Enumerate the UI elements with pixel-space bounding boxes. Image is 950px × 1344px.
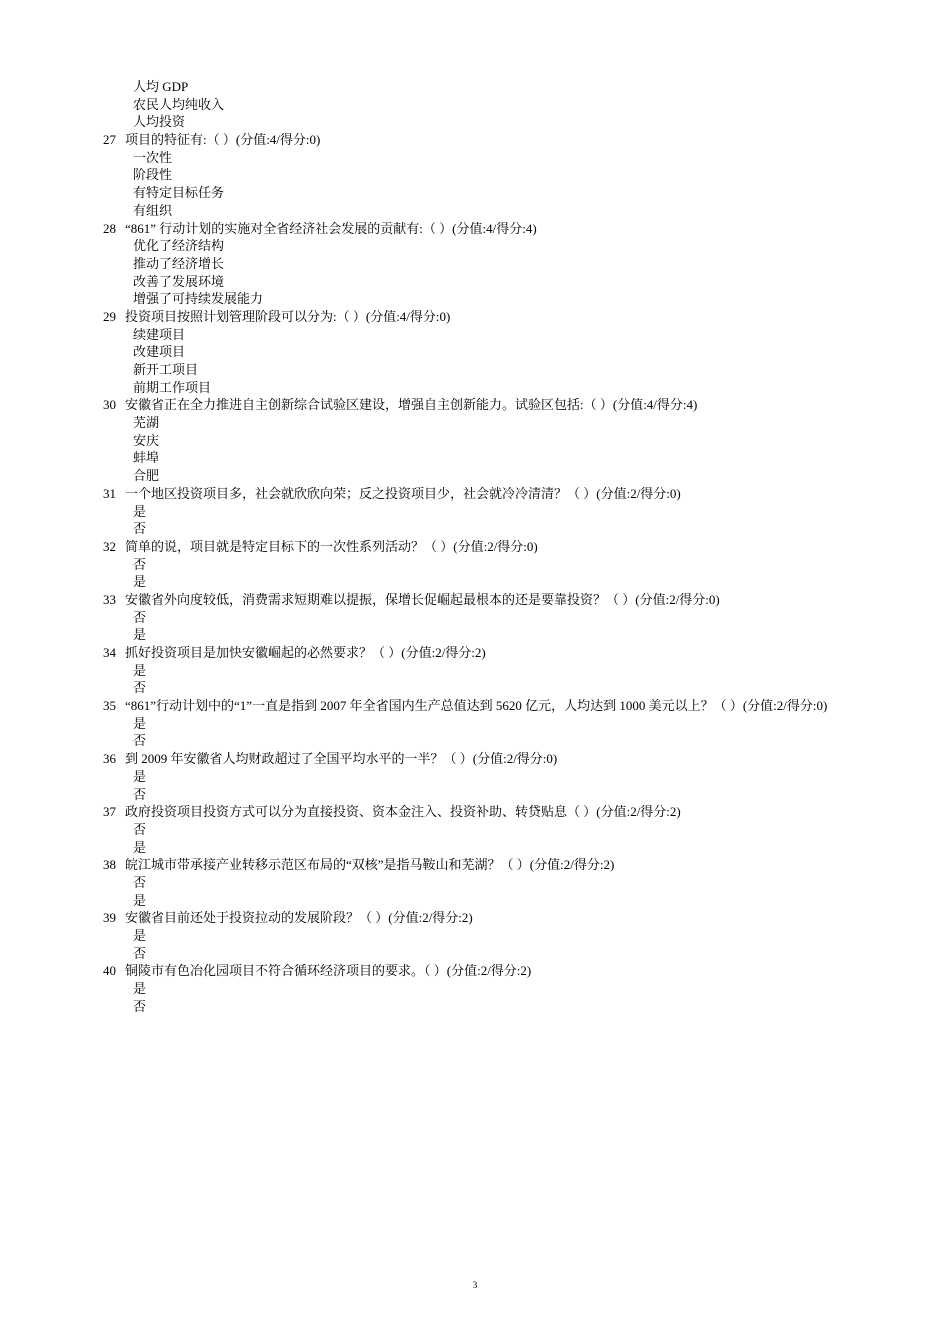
question-block	[0, 591, 950, 644]
question-text: 铜陵市有色冶化园项目不符合循环经济项目的要求。（ ）(分值:2/得分:2)	[125, 963, 532, 979]
option-item: 合肥	[133, 468, 160, 484]
question-line	[0, 909, 950, 927]
question-line	[0, 750, 950, 768]
option-item: 人均 GDP	[133, 79, 189, 94]
question-block	[0, 220, 950, 308]
option-item: 是	[133, 981, 147, 997]
question-line	[0, 538, 950, 556]
question-block	[0, 131, 950, 219]
option-item: 否	[133, 733, 147, 749]
option-item: 人均投资	[133, 114, 186, 130]
option-item: 否	[133, 521, 147, 537]
question-block	[0, 909, 950, 962]
option-item: 前期工作项目	[133, 379, 212, 395]
question-number: 37	[103, 804, 116, 820]
question-number: 39	[103, 910, 116, 926]
question-block	[0, 803, 950, 856]
option-item: 是	[133, 503, 147, 519]
question-text: 到 2009 年安徽省人均财政超过了全国平均水平的一半？（ ）(分值:2/得分:0)	[125, 751, 558, 767]
question-block	[0, 308, 950, 396]
option-item: 否	[133, 786, 147, 802]
option-item: 是	[133, 928, 147, 944]
option-item: 否	[133, 556, 147, 572]
option-item: 否	[133, 609, 147, 625]
option-item: 优化了经济结构	[133, 238, 225, 254]
option-item: 有组织	[133, 202, 173, 218]
question-block	[0, 697, 950, 750]
question-text: 安徽省正在全力推进自主创新综合试验区建设，增强自主创新能力。试验区包括:（ ）(分值:4/得分:4)	[125, 397, 698, 413]
question-line	[0, 396, 950, 414]
question-line	[0, 697, 950, 715]
option-item: 否	[133, 874, 147, 890]
question-number: 40	[103, 963, 116, 979]
question-text: 项目的特征有:（ ）(分值:4/得分:0)	[125, 132, 321, 148]
question-number: 38	[103, 857, 116, 873]
question-block	[0, 750, 950, 803]
question-block	[0, 485, 950, 538]
option-item: 否	[133, 821, 147, 837]
option-item: 芜湖	[133, 415, 160, 431]
option-item: 一次性	[133, 149, 173, 165]
option-item: 是	[133, 768, 147, 784]
question-text: 投资项目按照计划管理阶段可以分为:（ ）(分值:4/得分:0)	[125, 308, 451, 324]
option-item: 是	[133, 627, 147, 643]
page-number: 3	[472, 1280, 478, 1290]
option-item: 增强了可持续发展能力	[133, 291, 264, 307]
question-text: “861”行动计划中的“1”一直是指到 2007 年全省国内生产总值达到 5620 亿元，人均达到 1000 美元以上？（ ）(分值:2/得分:0)	[125, 698, 828, 714]
option-item: 是	[133, 892, 147, 908]
question-line	[0, 131, 950, 149]
question-line	[0, 803, 950, 821]
question-number: 36	[103, 751, 116, 767]
question-line	[0, 856, 950, 874]
question-line	[0, 220, 950, 238]
question-text: 简单的说，项目就是特定目标下的一次性系列活动？（ ）(分值:2/得分:0)	[125, 538, 538, 554]
question-number: 31	[103, 485, 116, 501]
option-item: 否	[133, 680, 147, 696]
option-item: 否	[133, 945, 147, 961]
question-number: 27	[103, 132, 116, 148]
question-line	[0, 485, 950, 503]
question-line	[0, 591, 950, 609]
question-block	[0, 856, 950, 909]
question-number: 29	[103, 308, 116, 324]
option-item: 推动了经济增长	[133, 255, 225, 271]
question-line	[0, 308, 950, 326]
option-item: 阶段性	[133, 167, 173, 183]
option-item: 改建项目	[133, 344, 186, 360]
option-item: 新开工项目	[133, 362, 199, 377]
question-block	[0, 396, 950, 484]
option-item: 是	[133, 839, 147, 855]
question-text: 一个地区投资项目多，社会就欣欣向荣；反之投资项目少，社会就冷冷清清？（ ）(分值:2/得分:0)	[125, 485, 681, 501]
question-number: 34	[103, 645, 116, 660]
top-options	[0, 78, 950, 131]
question-text: 安徽省外向度较低，消费需求短期难以提振，保增长促崛起最根本的还是要靠投资？（ ）(分值:2/得分:0)	[125, 591, 720, 607]
question-number: 33	[103, 591, 116, 607]
question-block	[0, 644, 950, 697]
option-item: 否	[133, 998, 147, 1014]
option-item: 是	[133, 662, 147, 678]
question-number: 35	[103, 698, 116, 714]
option-item: 农民人均纯收入	[133, 96, 225, 112]
option-item: 有特定目标任务	[133, 185, 225, 201]
question-number: 28	[103, 220, 116, 236]
option-item: 是	[133, 574, 147, 590]
option-item: 蚌埠	[133, 450, 160, 466]
question-number: 30	[103, 397, 116, 413]
question-line	[0, 644, 950, 662]
question-number: 32	[103, 538, 116, 554]
question-block	[0, 538, 950, 591]
option-item: 续建项目	[133, 326, 186, 342]
question-block	[0, 962, 950, 1015]
question-text: “861” 行动计划的实施对全省经济社会发展的贡献有:（ ）(分值:4/得分:4)	[125, 220, 537, 236]
question-text: 抓好投资项目是加快安徽崛起的必然要求？（ ）(分值:2/得分:2)	[125, 645, 486, 660]
question-line	[0, 962, 950, 980]
question-text: 皖江城市带承接产业转移示范区布局的“双核”是指马鞍山和芜湖？（ ）(分值:2/得分:2)	[125, 857, 615, 873]
option-item: 改善了发展环境	[133, 273, 225, 289]
document-page	[0, 78, 950, 1015]
option-item: 是	[133, 715, 147, 731]
question-text: 政府投资项目投资方式可以分为直接投资、资本金注入、投资补助、转贷贴息（ ）(分值:2/得分:2)	[125, 804, 681, 820]
option-item: 安庆	[133, 432, 160, 448]
question-text: 安徽省目前还处于投资拉动的发展阶段？（ ）(分值:2/得分:2)	[125, 910, 473, 926]
